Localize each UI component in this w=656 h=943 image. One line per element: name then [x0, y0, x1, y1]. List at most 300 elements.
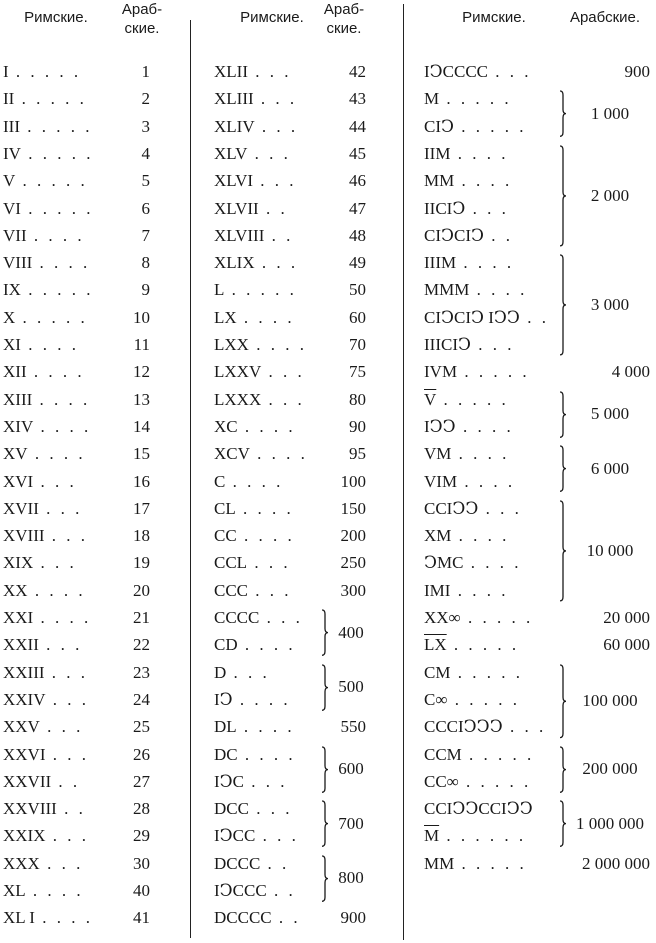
leader-dots: . . . . [450, 143, 509, 163]
roman-numeral: L [214, 280, 225, 300]
roman-numeral: XLVII [214, 198, 259, 218]
leader-dots: . . . [226, 662, 270, 682]
column2-arabic-10: 60 [349, 307, 366, 327]
roman-numeral: XXIV [3, 689, 46, 709]
column2-arabic-3: 44 [349, 116, 366, 136]
column-divider-2 [403, 4, 404, 940]
column3-arabic-1: 900 [624, 62, 650, 81]
column2-arabic-9: 50 [349, 280, 366, 300]
column3-roman-22 [424, 635, 519, 655]
roman-numeral: LXXV [214, 362, 262, 382]
column1-arabic-10: 10 [133, 307, 150, 327]
column3-group-value-8: 200 000 [582, 759, 638, 779]
leader-dots: . . . [33, 553, 77, 573]
leader-dots: . . . . [26, 225, 85, 245]
column3-group-value-7: 100 000 [582, 690, 638, 710]
leader-dots: . . . . . [20, 143, 94, 163]
roman-numeral: XL I [3, 908, 35, 928]
roman-numeral: $\overline{V}$ [424, 389, 437, 409]
leader-dots: . . . . . [446, 635, 520, 655]
column2-arabic-15: 95 [349, 444, 366, 464]
roman-numeral: ↃMC [424, 553, 464, 573]
roman-numeral: I [3, 62, 9, 81]
roman-numeral: VII [3, 225, 27, 245]
column3-roman-5 [424, 171, 512, 191]
roman-numeral: III [3, 116, 20, 136]
leader-dots: . . . . . [450, 662, 523, 682]
roman-numeral: XVII [3, 498, 39, 518]
leader-dots: . . . . [26, 362, 85, 382]
column3-roman-19 [424, 553, 521, 573]
header-roman-col1: Римские. [24, 9, 88, 26]
roman-numeral: IMI [424, 580, 451, 600]
leader-dots: . . . [45, 826, 89, 846]
column3-roman-2 [424, 89, 512, 109]
roman-numeral: IV [3, 143, 21, 163]
column2-roman-24 [214, 690, 291, 710]
leader-dots: . . . . [457, 471, 516, 491]
leader-dots: . . . . [463, 553, 522, 573]
curly-brace-column2-4 [322, 801, 328, 846]
leader-dots: . . [258, 198, 288, 218]
roman-numeral: XXII [3, 635, 39, 655]
leader-dots: . . . . [32, 389, 91, 409]
column3-roman-18 [424, 526, 509, 546]
roman-numeral: VM [424, 444, 452, 464]
column3-roman-4 [424, 144, 508, 164]
column1-arabic-15: 15 [133, 444, 150, 464]
column3-roman-25 [424, 717, 546, 737]
column1-arabic-16: 16 [133, 471, 150, 491]
column2-arabic-14: 90 [349, 416, 366, 436]
column2-arabic-5: 46 [349, 171, 366, 191]
roman-numeral: CIↃCIↃ IↃↃ [424, 307, 520, 327]
leader-dots: . . . [247, 553, 291, 573]
leader-dots: . . . . [456, 253, 515, 273]
roman-numeral: DCCC [214, 853, 261, 873]
leader-dots: . . . [45, 744, 89, 764]
leader-dots: . . . [253, 89, 298, 109]
column2-arabic-18: 200 [340, 526, 366, 546]
column2-arabic-16: 100 [340, 471, 366, 491]
column1-arabic-24: 24 [133, 689, 150, 709]
leader-dots: . . . . . [436, 389, 509, 409]
leader-dots: . . . . [469, 280, 528, 300]
column3-group-value-9: 1 000 000 [576, 813, 644, 833]
leader-dots: . . . . [451, 526, 510, 546]
column1-arabic-23: 23 [133, 662, 150, 682]
leader-dots: . . . [261, 362, 305, 382]
roman-numeral: XI [3, 335, 21, 354]
column2-roman-31 [214, 881, 296, 901]
leader-dots: . . . [39, 717, 84, 737]
leader-dots: . . . . [454, 171, 513, 191]
roman-numeral: CCCC [214, 608, 260, 627]
roman-numeral: XXIX [3, 826, 46, 846]
leader-dots: . . . . . [14, 89, 87, 109]
curly-brace-column3-6 [560, 501, 566, 601]
roman-numeral: XC [214, 416, 238, 436]
roman-numeral: VI [3, 198, 21, 218]
roman-numeral: MMM [424, 280, 470, 300]
roman-numeral: DC [214, 744, 238, 764]
column3-roman-9 [424, 280, 527, 300]
leader-dots: . . . [247, 143, 291, 163]
leader-dots: . . . . . [458, 771, 532, 791]
column2-arabic-17: 150 [340, 498, 366, 518]
column2-arabic-32: 900 [340, 908, 366, 928]
header-roman-col3: Римские. [462, 9, 526, 26]
roman-numeral: XIV [3, 416, 34, 436]
roman-numeral: XM [424, 526, 452, 546]
roman-numeral: XX [3, 580, 28, 600]
leader-dots: . . . . . [454, 116, 527, 136]
roman-numeral: D [214, 662, 227, 682]
column2-roman-26 [214, 745, 296, 765]
leader-dots: . . . [45, 689, 89, 709]
roman-numeral: DCC [214, 799, 249, 819]
leader-dots: . . . [44, 662, 89, 682]
leader-dots: . . . . [33, 416, 92, 436]
leader-dots: . . . . . [20, 280, 94, 300]
column2-roman-21 [214, 608, 303, 628]
leader-dots: . . . . [232, 689, 291, 709]
column3-roman-24 [424, 690, 520, 710]
column1-arabic-13: 13 [133, 389, 150, 409]
leader-dots: . . . . . [454, 853, 527, 873]
roman-numeral: IX [3, 280, 21, 300]
curly-brace-column2-5 [322, 856, 328, 901]
leader-dots: . . . [38, 635, 83, 655]
column3-roman-20 [424, 581, 508, 601]
leader-dots: . . . . . . [439, 826, 527, 846]
roman-numeral: XXI [3, 608, 34, 627]
column1-arabic-8: 8 [141, 253, 150, 273]
column2-arabic-8: 49 [349, 253, 366, 273]
leader-dots: . . . . [27, 444, 86, 464]
roman-numeral: XXIII [3, 662, 45, 682]
leader-dots: . . . . [237, 635, 296, 655]
roman-numeral: IↃↃ [424, 416, 456, 436]
curly-brace-column3-2 [560, 146, 566, 246]
column2-arabic-19: 250 [340, 553, 366, 573]
column3-roman-8 [424, 253, 514, 273]
column1-arabic-11: 11 [133, 335, 150, 354]
roman-numeral: XL [3, 881, 26, 900]
roman-numeral: XV [3, 444, 28, 464]
column3-roman-13 [424, 390, 509, 410]
column2-roman-28 [214, 799, 292, 819]
column2-arabic-6: 47 [349, 198, 366, 218]
roman-numeral: M [424, 89, 440, 109]
roman-numeral: CC∞ [424, 771, 459, 791]
roman-numeral: XLVIII [214, 225, 265, 245]
column1-arabic-32: 41 [133, 908, 150, 928]
curly-brace-column3-8 [560, 747, 566, 792]
curly-brace-column3-4 [560, 392, 566, 437]
leader-dots: . . . . . [224, 280, 297, 300]
leader-dots: . . . [247, 62, 292, 81]
column3-group-value-3: 3 000 [590, 295, 630, 315]
column1-arabic-5: 5 [141, 171, 150, 191]
column3-group-value-2: 2 000 [590, 185, 630, 205]
column2-group-value-1: 400 [338, 622, 364, 642]
column3-roman-11 [424, 335, 515, 355]
header-arabic-col2: Араб- ские. [323, 1, 365, 37]
curly-brace-column2-3 [322, 747, 328, 792]
column3-arabic-22: 60 000 [603, 635, 650, 655]
column3-roman-1 [424, 62, 532, 82]
curly-brace-column2-1 [322, 610, 328, 655]
column2-group-value-2: 500 [338, 677, 364, 697]
leader-dots: . . . [465, 198, 509, 218]
roman-numeral: X [3, 307, 16, 327]
roman-numeral: IↃ [214, 689, 233, 709]
leader-dots: . . . . . [19, 116, 93, 136]
roman-numeral: XLVI [214, 171, 254, 191]
leader-dots: . . . [254, 253, 299, 273]
leader-dots: . . . . [450, 580, 509, 600]
roman-numeral: IIM [424, 143, 451, 163]
header-arabic-col3: Арабские. [569, 9, 641, 26]
column2-arabic-1: 42 [349, 62, 366, 81]
leader-dots: . . . . [33, 608, 92, 627]
leader-dots: . . . . [237, 744, 296, 764]
curly-brace-column2-2 [322, 665, 328, 710]
column1-arabic-25: 25 [133, 717, 150, 737]
leader-dots: . . . [488, 62, 532, 81]
roman-numeral: II [3, 89, 15, 109]
column3-roman-27 [424, 772, 531, 792]
column3-group-value-5: 6 000 [590, 458, 630, 478]
leader-dots: . . . . . [15, 307, 88, 327]
column3-group-value-4: 5 000 [590, 404, 630, 424]
column3-roman-23 [424, 663, 523, 683]
leader-dots: . . . . [236, 307, 295, 327]
roman-numeral: IↃC [214, 771, 245, 791]
roman-numeral: CD [214, 635, 238, 655]
leader-dots: . . . . [455, 416, 514, 436]
leader-dots: . . [271, 908, 301, 928]
column1-arabic-6: 6 [141, 198, 150, 218]
roman-numeral: IↃCCC [214, 881, 267, 900]
leader-dots: . . . . [451, 444, 510, 464]
column1-arabic-7: 7 [141, 225, 150, 245]
column3-roman-16 [424, 472, 515, 492]
roman-numeral: $\overline{LX}$ [424, 635, 447, 655]
leader-dots: . . . . . [460, 608, 534, 627]
column3-roman-14 [424, 417, 514, 437]
column1-arabic-1: 1 [141, 62, 150, 81]
leader-dots: . . . . [236, 717, 295, 737]
leader-dots: . . [260, 853, 290, 873]
roman-numeral: MM [424, 853, 455, 873]
leader-dots: . . . [39, 853, 84, 873]
column3-group-value-6: 10 000 [586, 540, 634, 560]
curly-brace-column3-1 [560, 91, 566, 136]
roman-numeral: XLIII [214, 89, 254, 109]
column3-roman-6 [424, 199, 509, 219]
roman-numeral: LXX [214, 335, 249, 354]
leader-dots: . . . [471, 335, 515, 354]
column1-arabic-12: 12 [133, 362, 150, 382]
roman-numeral: CCM [424, 744, 462, 764]
column2-arabic-25: 550 [340, 717, 366, 737]
column2-roman-23 [214, 663, 270, 683]
roman-numeral: VIII [3, 253, 33, 273]
curly-brace-column3-3 [560, 255, 566, 355]
leader-dots: . . [264, 225, 294, 245]
leader-dots: . . . . . [15, 171, 88, 191]
leader-dots: . . . . [25, 881, 84, 900]
leader-dots: . . . . [248, 335, 307, 354]
leader-dots: . . . . . [8, 62, 82, 81]
leader-dots: . . [519, 307, 549, 327]
leader-dots: . . . . [249, 444, 308, 464]
leader-dots: . . . . [236, 526, 295, 546]
roman-numeral: CCCIↃↃↃ [424, 717, 503, 737]
leader-dots: . . [51, 771, 81, 791]
leader-dots: . . . [44, 526, 89, 546]
roman-numeral: IↃCCCC [424, 62, 489, 81]
roman-numeral: DL [214, 717, 237, 737]
roman-numeral: IICIↃ [424, 198, 466, 218]
roman-numeral: XLIX [214, 253, 255, 273]
leader-dots: . . . . . [447, 689, 520, 709]
leader-dots: . . . . [225, 471, 284, 491]
column2-group-value-4: 700 [338, 813, 364, 833]
roman-numeral: XXVI [3, 744, 46, 764]
column2-arabic-11: 70 [349, 335, 366, 354]
roman-numeral: CCC [214, 580, 249, 600]
column1-arabic-14: 14 [133, 416, 150, 436]
column3-roman-10 [424, 308, 549, 328]
leader-dots: . . . . . [439, 89, 512, 109]
column2-roman-27 [214, 772, 288, 792]
roman-numeral: CCL [214, 553, 248, 573]
leader-dots: . . [266, 881, 296, 900]
roman-numeral: XIII [3, 389, 33, 409]
roman-numeral: XII [3, 362, 27, 382]
column1-arabic-28: 28 [133, 799, 150, 819]
curly-brace-column3-7 [560, 665, 566, 738]
roman-numeral: CCIↃↃ [424, 498, 479, 518]
roman-numeral: XX∞ [424, 608, 461, 627]
column1-arabic-17: 17 [133, 498, 150, 518]
leader-dots: . . . . [34, 908, 93, 928]
column3-roman-21 [424, 608, 533, 628]
roman-numeral: CM [424, 662, 451, 682]
leader-dots: . . . . . [457, 362, 530, 382]
leader-dots: . . . [244, 771, 288, 791]
leader-dots: . . . [33, 471, 77, 491]
roman-numeral: C [214, 471, 226, 491]
leader-dots: . . . [259, 608, 303, 627]
column3-roman-7 [424, 226, 513, 246]
roman-numeral: DCCCC [214, 908, 272, 928]
column1-arabic-31: 40 [133, 881, 150, 900]
column1-arabic-27: 27 [133, 771, 150, 791]
column-divider-1 [190, 20, 191, 938]
column3-roman-15 [424, 444, 509, 464]
column3-arabic-12: 4 000 [611, 362, 650, 382]
column2-roman-22 [214, 635, 296, 655]
leader-dots: . . . . . [461, 744, 535, 764]
roman-numeral: CC [214, 526, 237, 546]
column1-arabic-30: 30 [133, 853, 150, 873]
curly-brace-column3-5 [560, 446, 566, 491]
roman-numeral: C∞ [424, 689, 448, 709]
column2-group-value-3: 600 [338, 759, 364, 779]
roman-numeral: V [3, 171, 16, 191]
column1-arabic-3: 3 [141, 116, 150, 136]
roman-numeral: $\overline{M}$ [424, 826, 440, 846]
leader-dots: . . . [255, 826, 299, 846]
leader-dots: . . [56, 799, 86, 819]
leader-dots: . . . [253, 171, 297, 191]
leader-dots: . . . [248, 799, 293, 819]
column3-roman-17 [424, 499, 522, 519]
leader-dots: . . . . [237, 416, 296, 436]
leader-dots: . . . [248, 580, 292, 600]
roman-numeral: XLV [214, 143, 248, 163]
roman-numeral: CIↃCIↃ [424, 225, 485, 245]
roman-numeral: CCIↃↃCCIↃↃ [424, 799, 533, 819]
roman-numeral: LXXX [214, 389, 262, 409]
column1-arabic-22: 22 [133, 635, 150, 655]
column1-arabic-18: 18 [133, 526, 150, 546]
leader-dots: . . . [478, 498, 522, 518]
column3-roman-28 [424, 799, 533, 819]
leader-dots: . . . [38, 498, 83, 518]
roman-numeral: LX [214, 307, 237, 327]
leader-dots: . . . [254, 116, 299, 136]
column1-arabic-9: 9 [141, 280, 150, 300]
leader-dots: . . . [502, 717, 547, 737]
header-roman-col2: Римские. [240, 9, 304, 26]
header-arabic-col1: Араб- ские. [121, 1, 163, 37]
column1-arabic-29: 29 [133, 826, 150, 846]
column1-arabic-19: 19 [133, 553, 150, 573]
column3-group-value-1: 1 000 [590, 103, 630, 123]
curly-brace-column3-9 [560, 801, 566, 846]
leader-dots: . . . [261, 389, 305, 409]
column2-arabic-2: 43 [349, 89, 366, 109]
roman-numeral: XXX [3, 853, 40, 873]
roman-numeral: XVI [3, 471, 34, 491]
column2-arabic-7: 48 [349, 225, 366, 245]
leader-dots: . . . . [32, 253, 91, 273]
roman-numeral: IVM [424, 362, 458, 382]
column3-roman-29 [424, 826, 526, 846]
leader-dots: . . . . [235, 498, 294, 518]
column3-roman-30 [424, 854, 527, 874]
roman-numeral: XVIII [3, 526, 45, 546]
column3-roman-3 [424, 117, 527, 137]
column1-arabic-20: 20 [133, 580, 150, 600]
column3-arabic-21: 20 000 [603, 608, 650, 627]
roman-numeral: XCV [214, 444, 250, 464]
column2-arabic-4: 45 [349, 143, 366, 163]
roman-numeral: CIↃ [424, 116, 455, 136]
leader-dots: . . . . . [20, 198, 94, 218]
roman-numeral: XXV [3, 717, 40, 737]
roman-numeral: IↃCC [214, 826, 256, 846]
roman-numeral: XIX [3, 553, 34, 573]
column3-roman-26 [424, 745, 534, 765]
leader-dots: . . . . [27, 580, 86, 600]
column2-roman-29 [214, 826, 299, 846]
